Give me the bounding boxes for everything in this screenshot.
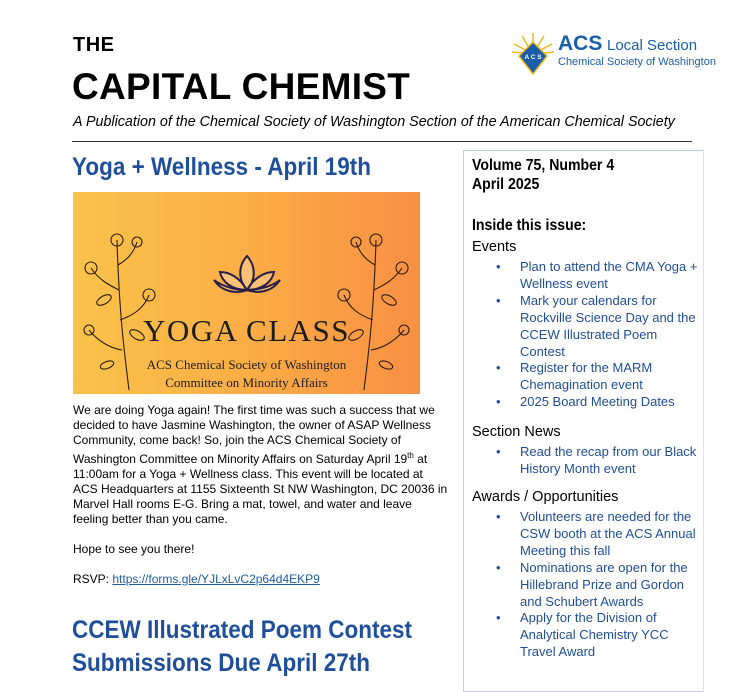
banner-title: YOGA CLASS xyxy=(142,313,351,348)
ordinal-suffix: th xyxy=(407,451,414,460)
newsletter-title: CAPITAL CHEMIST xyxy=(72,66,411,107)
inside-issue-heading: Inside this issue: xyxy=(472,217,587,234)
logo-local-text: Local Section xyxy=(607,37,698,54)
masthead-the: THE xyxy=(73,34,115,56)
logo-subtitle: Chemical Society of Washington xyxy=(558,56,716,68)
masthead-divider xyxy=(72,141,692,142)
paragraph-text: at 11:00am for a Yoga + Wellness class. This event will be located at ACS Headquarters at 1155 Sixteenth St NW Washington, DC 20036 in Marvel Hall rooms E-G. Bring a mat, towel, and water and leave feeling better than you came. xyxy=(73,452,448,526)
rsvp-label: RSVP: xyxy=(73,572,113,586)
yoga-article-body xyxy=(73,403,448,602)
article-heading-ccew-line-2: Submissions Due April 27th xyxy=(72,649,370,677)
toc-item[interactable]: • Apply for the Division of Analytical Chemistry YCC Travel Award xyxy=(496,610,701,661)
rsvp-line xyxy=(73,572,448,587)
toc-item[interactable]: • Read the recap from our Black History Month event xyxy=(496,444,701,478)
toc-item[interactable]: • Volunteers are needed for the CSW booth at the ACS Annual Meeting this fall xyxy=(496,509,701,560)
toc-item[interactable]: • Nominations are open for the Hillebrand Prize and Gordon and Schubert Awards xyxy=(496,560,701,611)
volume-number: Volume 75, Number 4 xyxy=(472,157,615,174)
banner-organization xyxy=(73,356,420,392)
article-paragraph xyxy=(73,403,448,527)
toc-news-list xyxy=(496,444,701,478)
issue-date: April 2025 xyxy=(472,176,540,193)
newsletter-subtitle: A Publication of the Chemical Society of Washington Section of the American Chemical Society xyxy=(73,114,675,130)
logo-brand-text: ACS xyxy=(558,32,603,55)
toc-awards-list xyxy=(496,509,701,661)
acs-local-section-logo[interactable] xyxy=(509,30,716,78)
yoga-class-banner xyxy=(73,192,420,394)
toc-item[interactable]: • Register for the MARM Chemagination event xyxy=(496,360,701,394)
rsvp-link[interactable]: https://forms.gle/YJLxLvC2p64d4EKP9 xyxy=(112,572,320,586)
toc-events-list xyxy=(496,259,701,411)
paragraph-text: We are doing Yoga again! The first time was such a success that we decided to have Jasmine Washington, the owner of ASAP Wellness Community, come back! So, join the ACS Chemical Society of Washington Committee on Minority Affairs on Saturday April 19 xyxy=(73,403,435,466)
acs-emblem-icon xyxy=(509,30,557,78)
article-paragraph: Hope to see you there! xyxy=(73,542,195,556)
toc-section-events: Events xyxy=(472,239,517,255)
toc-item[interactable]: • Mark your calendars for Rockville Science Day and the CCEW Illustrated Poem Contest xyxy=(496,293,701,361)
toc-item[interactable]: • 2025 Board Meeting Dates xyxy=(496,394,701,411)
banner-org-line-1: ACS Chemical Society of Washington xyxy=(146,357,347,372)
toc-section-awards: Awards / Opportunities xyxy=(472,489,619,505)
lotus-icon xyxy=(212,252,282,296)
toc-section-news: Section News xyxy=(472,424,561,440)
banner-org-line-2: Committee on Minority Affairs xyxy=(165,375,328,390)
article-heading-yoga: Yoga + Wellness - April 19th xyxy=(72,153,372,181)
article-heading-ccew-line-1: CCEW Illustrated Poem Contest xyxy=(72,616,413,644)
svg-text:A C S: A C S xyxy=(524,54,542,61)
toc-item[interactable]: • Plan to attend the CMA Yoga + Wellness event xyxy=(496,259,701,293)
